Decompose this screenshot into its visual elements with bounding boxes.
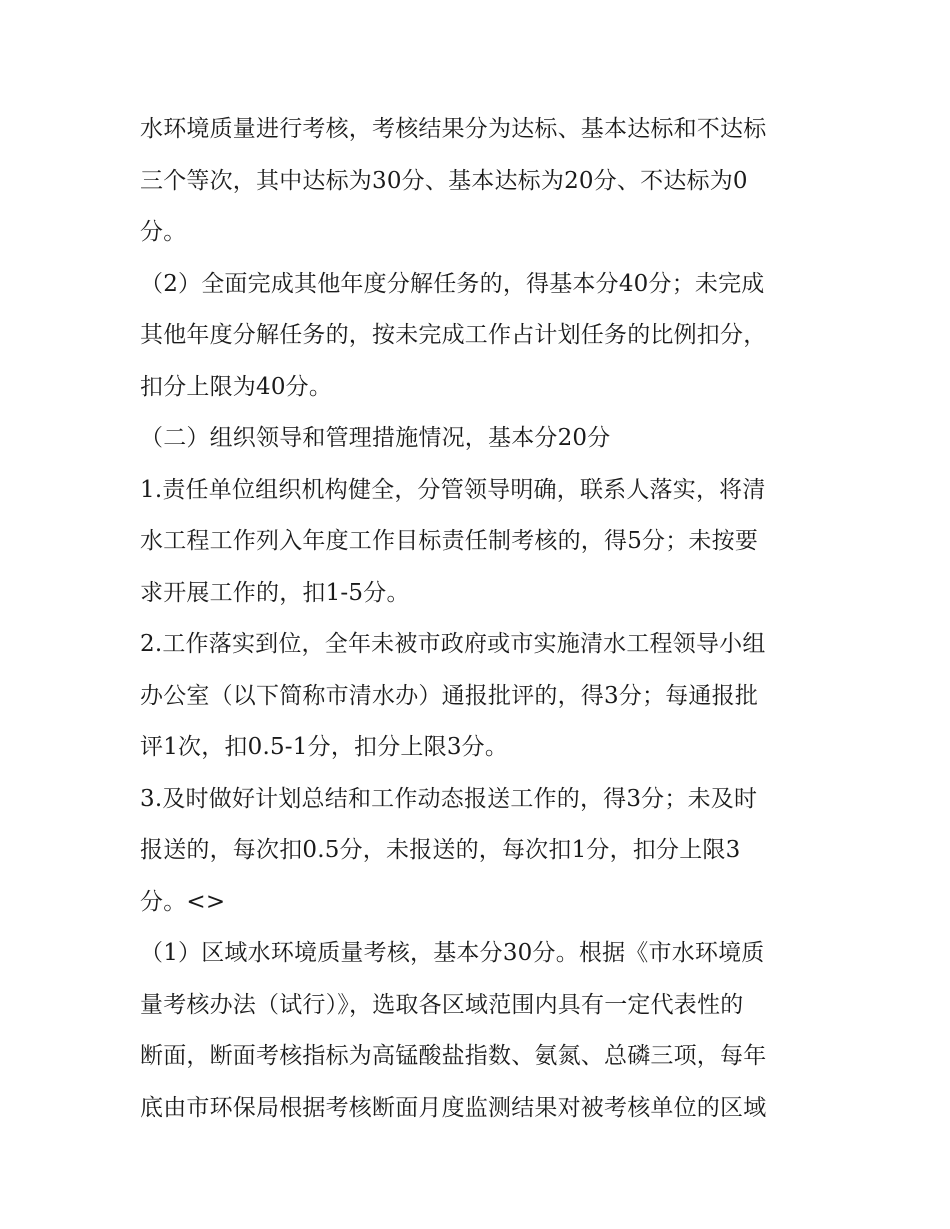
text-line: 评1次，扣0.5-1分，扣分上限3分。 [140, 734, 509, 760]
text-line: 分。 [140, 219, 187, 245]
document-body [140, 104, 820, 1134]
text-line: 水环境质量进行考核，考核结果分为达标、基本达标和不达标 [140, 116, 767, 142]
text-line: 办公室（以下简称市清水办）通报批评的，得3分；每通报批 [140, 682, 759, 709]
text-line: 水工程工作列入年度工作目标责任制考核的，得5分；未按要 [140, 528, 759, 554]
text-line: 扣分上限为40分。 [140, 373, 333, 400]
text-line: 1.责任单位组织机构健全，分管领导明确，联系人落实，将清 [140, 476, 766, 503]
text-line: 断面，断面考核指标为高锰酸盐指数、氨氮、总磷三项，每年 [140, 1043, 767, 1069]
text-line: 2.工作落实到位，全年未被市政府或市实施清水工程领导小组 [140, 631, 766, 657]
text-line: 分。<> [140, 888, 226, 915]
text-line: 求开展工作的，扣1-5分。 [140, 579, 410, 606]
text-line: 报送的，每次扣0.5分，未报送的，每次扣1分，扣分上限3 [140, 837, 741, 863]
text-line: 3.及时做好计划总结和工作动态报送工作的，得3分；未及时 [140, 785, 758, 812]
text-line: （2）全面完成其他年度分解任务的，得基本分40分；未完成 [140, 270, 765, 297]
text-line: 底由市环保局根据考核断面月度监测结果对被考核单位的区域 [140, 1094, 767, 1121]
section-heading: （二）组织领导和管理措施情况，基本分20分 [140, 425, 611, 451]
text-line: （1）区域水环境质量考核，基本分30分。根据《市水环境质 [140, 940, 765, 966]
text-line: 三个等次，其中达标为30分、基本达标为20分、不达标为0 [140, 167, 748, 194]
text-line: 量考核办法（试行）》，选取各区域范围内具有一定代表性的 [140, 991, 744, 1018]
text-line: 其他年度分解任务的，按未完成工作占计划任务的比例扣分， [140, 322, 767, 348]
